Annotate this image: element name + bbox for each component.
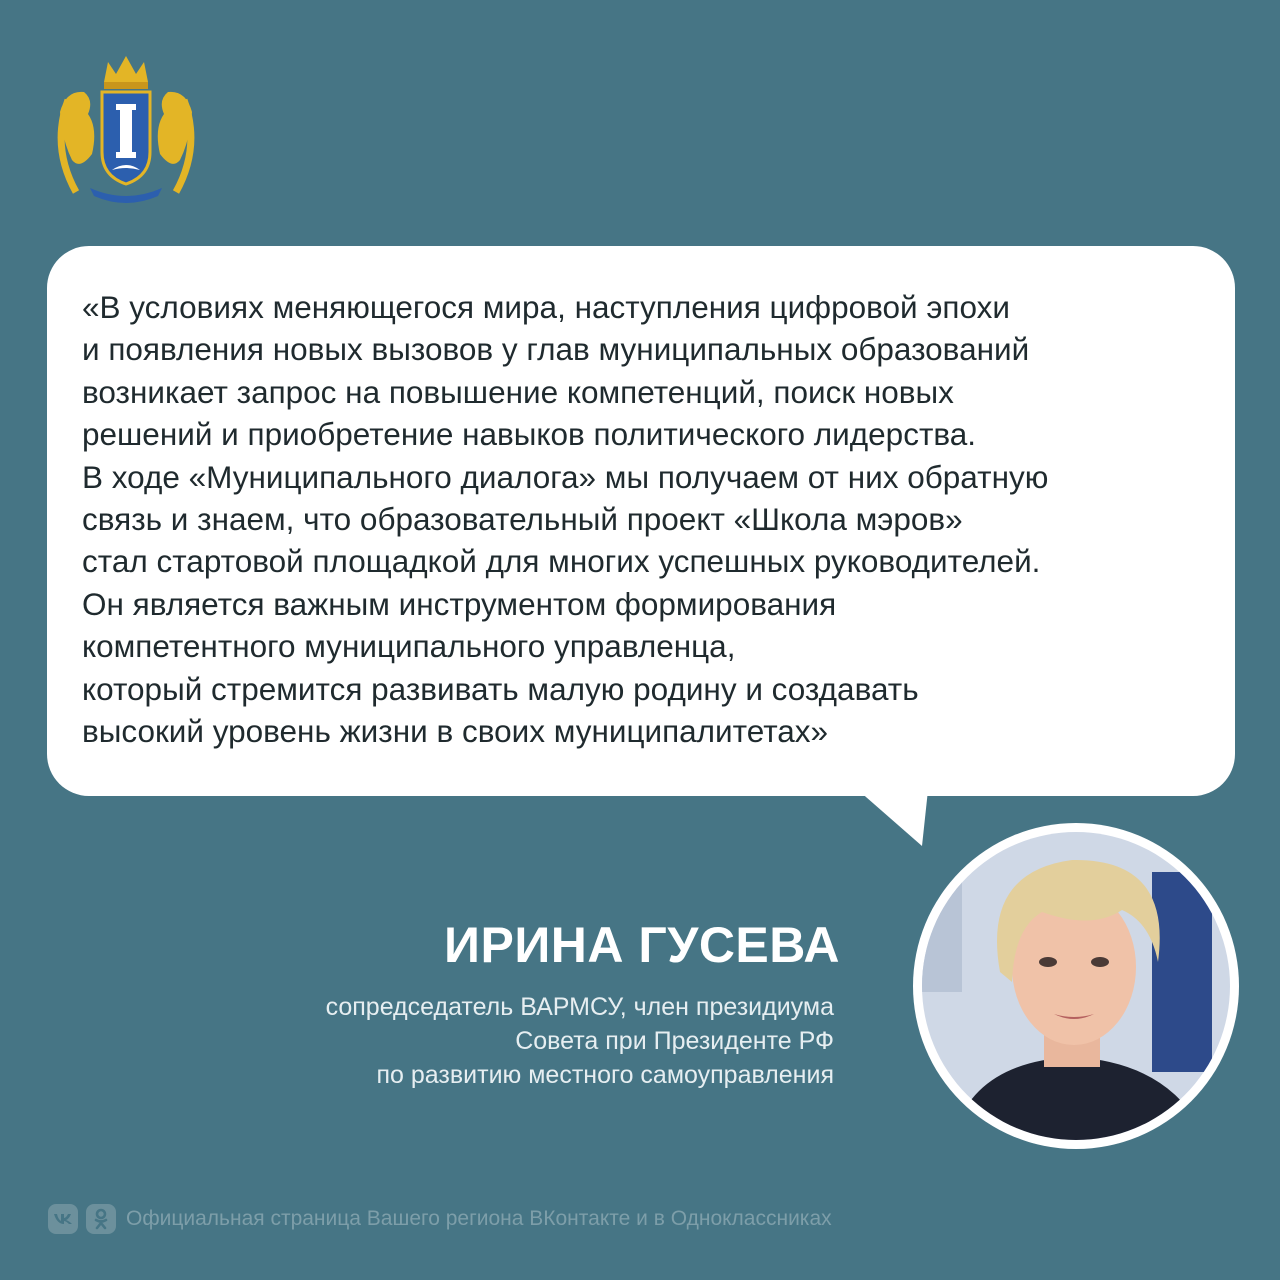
person-name: ИРИНА ГУСЕВА — [444, 917, 840, 973]
footer-text: Официальная страница Вашего региона ВКонтакте и в Одноклассниках — [126, 1207, 832, 1230]
person-photo — [913, 823, 1239, 1149]
vk-logo-icon — [53, 1213, 73, 1225]
quote-line: В ходе «Муниципального диалога» мы получаем от них обратную — [82, 458, 1049, 495]
quote-text — [82, 286, 1202, 752]
quote-line: компетентного муниципального управленца, — [82, 628, 736, 665]
quote-line: связь и знаем, что образовательный проект «Школа мэров» — [82, 501, 963, 538]
coat-of-arms-icon — [46, 52, 206, 204]
ok-logo-icon — [93, 1208, 109, 1230]
quote-line: стал стартовой площадкой для многих успешных руководителей. — [82, 543, 1041, 580]
person-role — [326, 990, 834, 1092]
vk-icon[interactable] — [48, 1204, 78, 1234]
quote-line: возникает запрос на повышение компетенций, поиск новых — [82, 373, 954, 410]
quote-line: высокий уровень жизни в своих муниципалитетах» — [82, 713, 829, 750]
quote-line: «В условиях меняющегося мира, наступления цифровой эпохи — [82, 289, 1011, 325]
coat-of-arms-logo — [46, 52, 206, 204]
quote-line: и появления новых вызовов у глав муниципальных образований — [82, 331, 1030, 368]
portrait-image — [922, 832, 1230, 1140]
odnoklassniki-icon[interactable] — [86, 1204, 116, 1234]
quote-line: решений и приобретение навыков политического лидерства. — [82, 416, 977, 453]
person-role-line: сопредседатель ВАРМСУ, член президиума — [325, 993, 834, 1021]
person-role-line: по развитию местного самоуправления — [376, 1061, 834, 1089]
footer — [48, 1203, 832, 1235]
person-role-line: Совета при Президенте РФ — [515, 1027, 834, 1055]
quote-line: который стремится развивать малую родину и создавать — [82, 670, 919, 707]
bubble-tail — [858, 790, 928, 846]
quote-line: Он является важным инструментом формирования — [82, 585, 837, 622]
